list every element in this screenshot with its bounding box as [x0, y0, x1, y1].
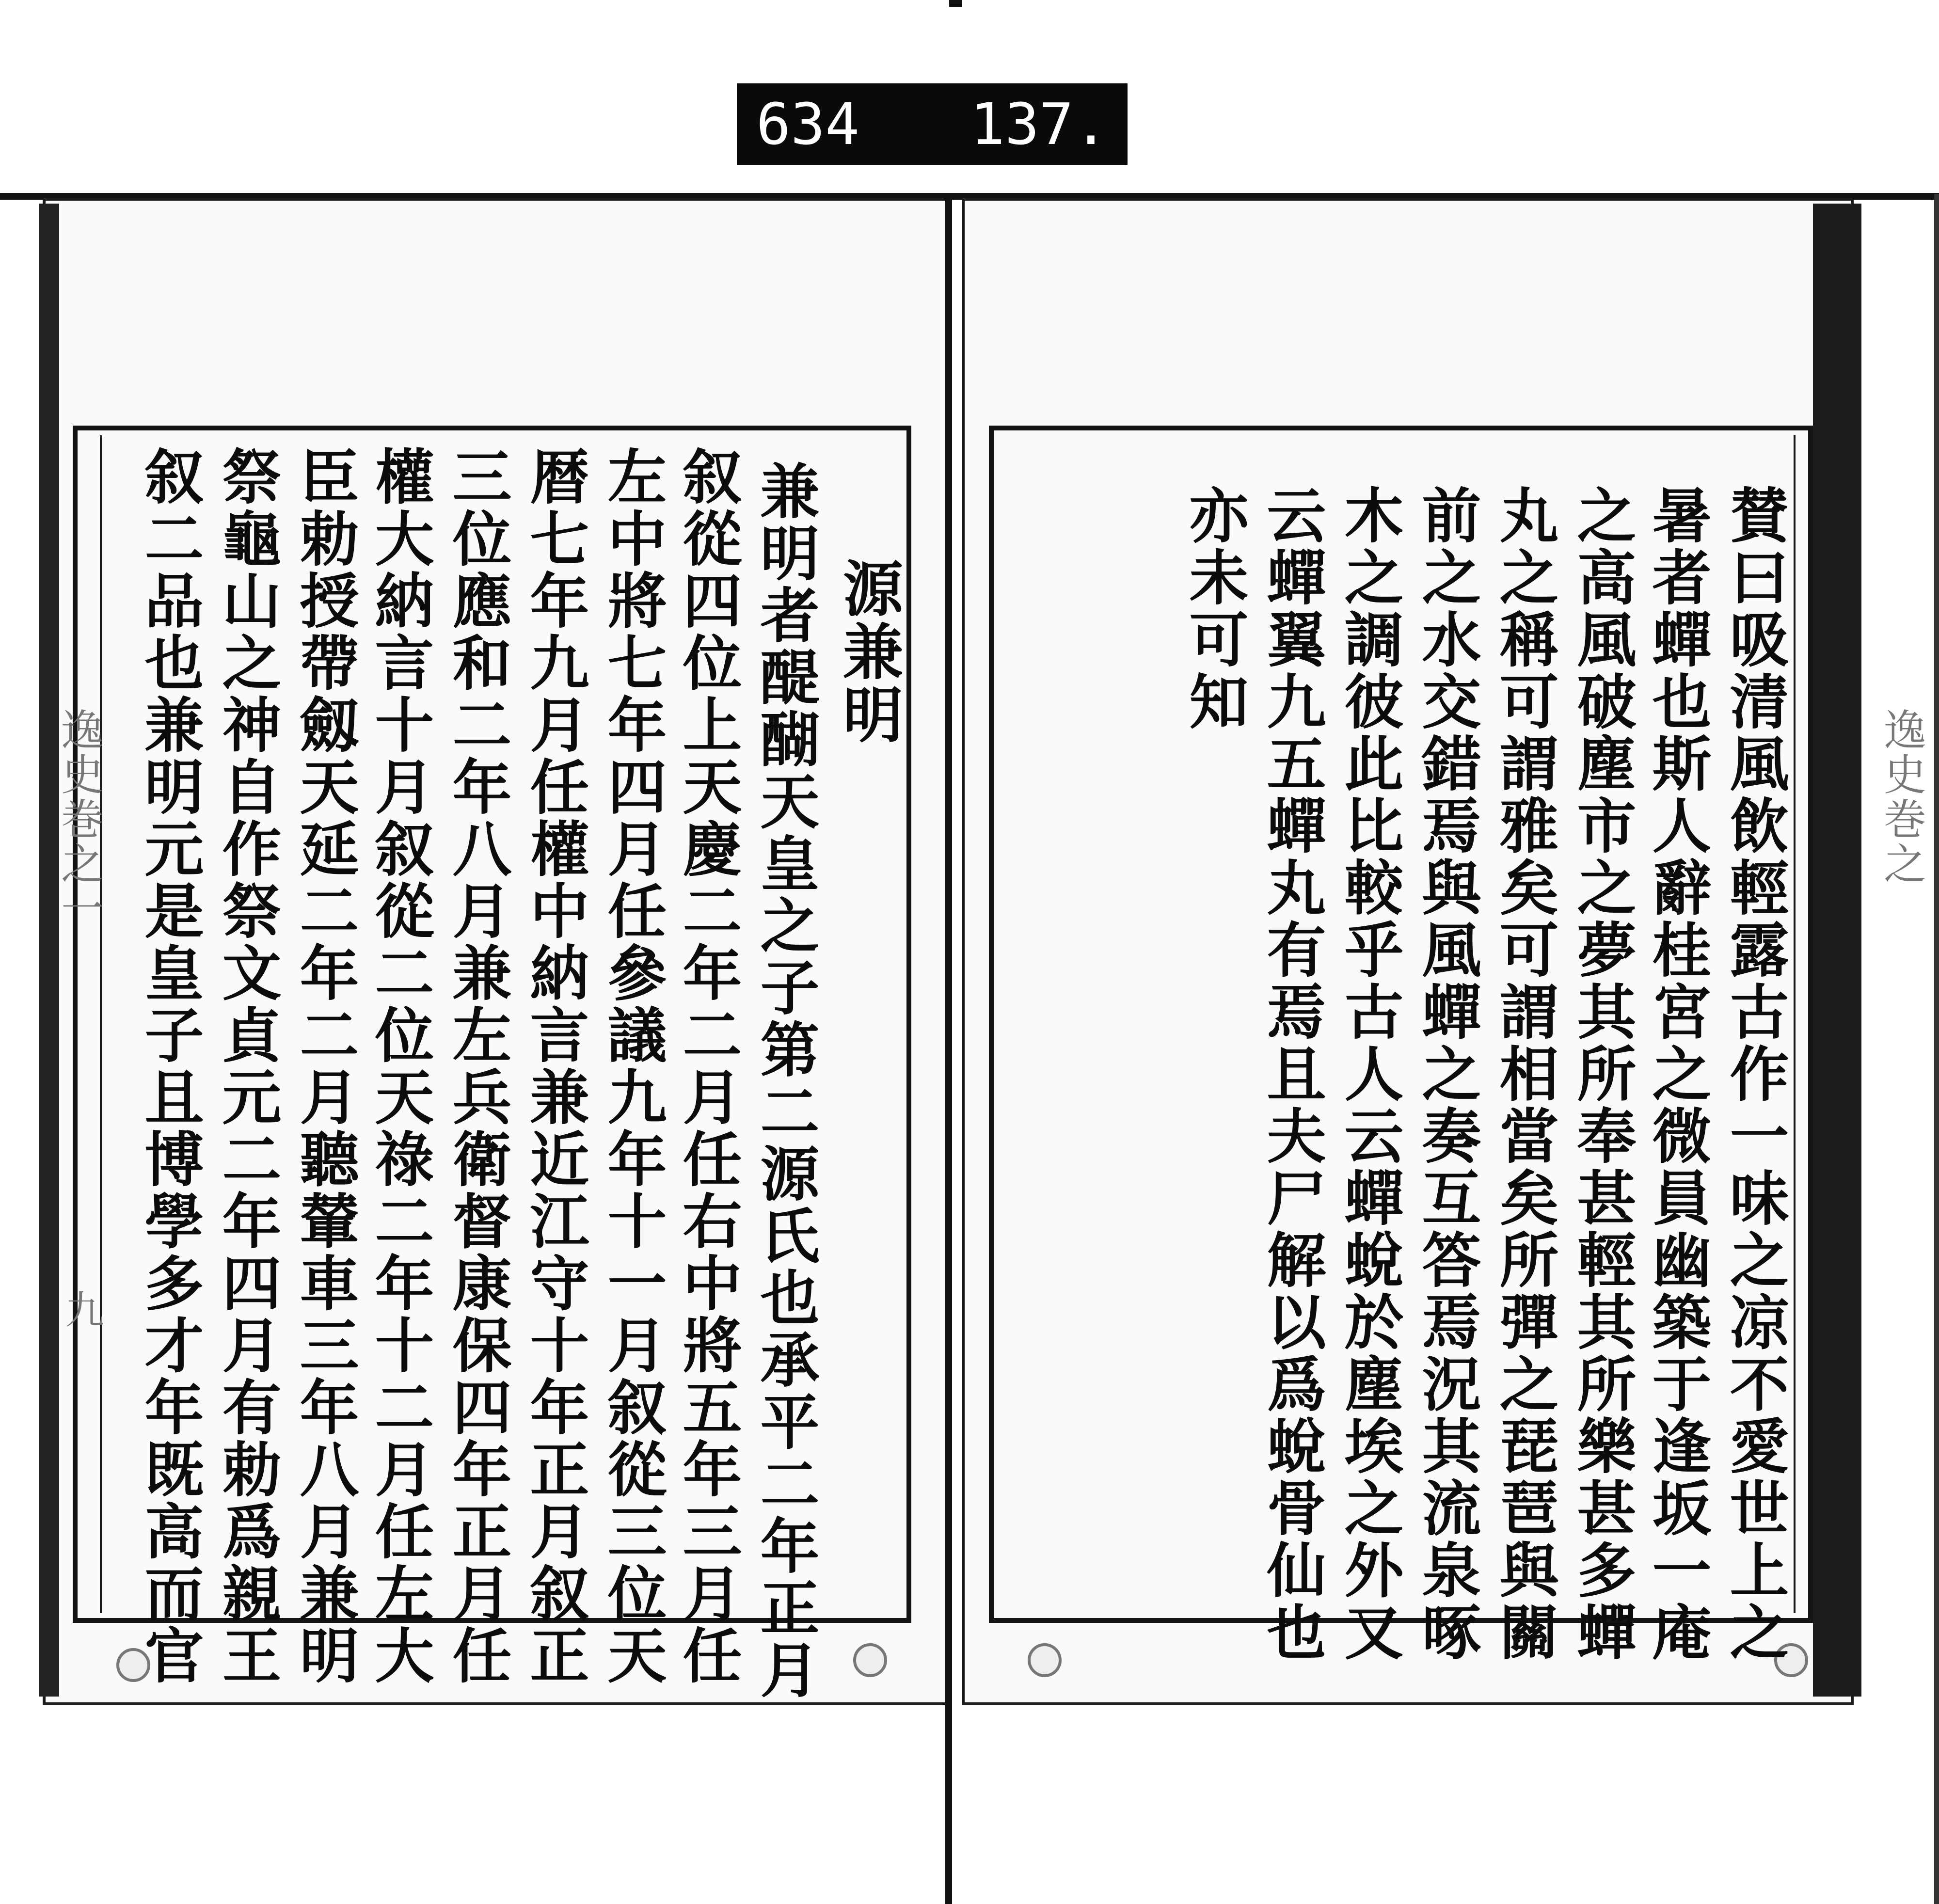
- text-column: 亦未可知: [1179, 485, 1249, 733]
- text-column: 賛曰吸清風飲輕露古作一味之凉不愛世上之: [1720, 485, 1790, 1664]
- text-column: 云蟬翼九五蟬丸有焉且夫尸解以爲蛻骨仙也: [1257, 485, 1327, 1664]
- catalog-number-right: 137.: [970, 91, 1108, 158]
- text-column: 叙從四位上天慶二年二月任右中將五年三月任: [673, 446, 743, 1687]
- text-column: 權大納言十月叙從二位天祿二年十二月任左大: [365, 446, 435, 1687]
- right-running-title: 逸史巻之: [1877, 708, 1927, 886]
- left-running-title: 逸史巻之一: [54, 708, 104, 931]
- catalog-number-left: 634: [756, 91, 860, 158]
- text-column: 之高風破塵市之夢其所奉甚輕其所樂甚多蟬: [1567, 485, 1637, 1664]
- scan-right-edge: [1934, 194, 1939, 1904]
- text-column: 前之水交錯焉與風蟬之奏互答焉況其流泉啄: [1412, 485, 1482, 1664]
- right-page-spine-edge: [1813, 204, 1861, 1697]
- left-page-spine-edge: [39, 204, 59, 1697]
- text-column: 左中將七年四月任參議九年十一月叙從三位天: [598, 446, 668, 1687]
- right-frame-inner-line: [1794, 435, 1796, 1613]
- right-binding-hole-icon: [1028, 1643, 1062, 1677]
- text-column: 木之調彼此比較乎古人云蟬蛻於塵埃之外又: [1335, 485, 1404, 1664]
- text-column: 丸之稱可謂雅矣可謂相當矣所彈之琵琶與關: [1490, 485, 1559, 1664]
- text-column: 臣勅授帶劔天延二年二月聽輦車三年八月兼明: [290, 446, 360, 1687]
- text-column: 祭龜山之神自作祭文貞元二年四月有勅爲親王: [212, 446, 282, 1687]
- catalog-number-label: [737, 83, 1128, 165]
- text-column: 暦七年九月任權中納言兼近江守十年正月叙正: [520, 446, 590, 1687]
- text-column: 叙二品也兼明元是皇子且博學多才年既高而官: [135, 446, 205, 1687]
- left-frame-inner-line: [100, 435, 102, 1613]
- text-column: 暑者蟬也斯人辭桂宮之微員幽築于逢坂一庵: [1642, 485, 1712, 1664]
- gutter-line: [945, 194, 952, 1904]
- left-binding-hole-icon: [853, 1643, 887, 1677]
- scan-top-tick: [949, 0, 962, 7]
- text-column: 三位應和二年八月兼左兵衛督康保四年正月任: [443, 446, 512, 1687]
- biography-heading: 源兼明: [833, 557, 903, 746]
- text-column: 兼明者醍醐天皇之子第二源氏也承平二年正月: [750, 460, 820, 1701]
- left-folio-number: 九: [59, 1289, 104, 1328]
